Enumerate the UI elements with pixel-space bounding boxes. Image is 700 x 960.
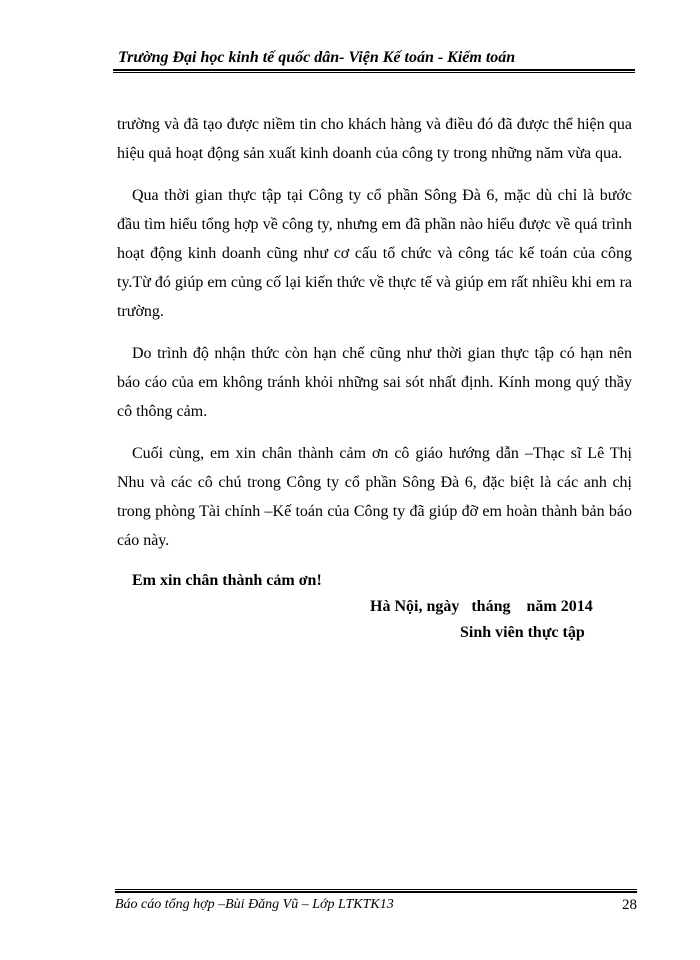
page-header [113, 47, 635, 71]
document-body [117, 110, 632, 646]
page-number: 28 [622, 897, 637, 913]
paragraph-continuation: trường và đã tạo được niềm tin cho khách hàng và điều đó đã được thể hiện qua hiệu quả hoạt động sản xuất kinh doanh của công ty trong những năm vừa qua. [117, 116, 632, 162]
footer-rule-thick [115, 891, 637, 893]
signature-role: Sinh viên thực tập [460, 624, 585, 641]
header-title: Trường Đại học kinh tế quốc dân- Viện Kế toán - Kiểm toán [118, 49, 516, 66]
paragraph-limitations: Do trình độ nhận thức còn hạn chế cũng như thời gian thực tập có hạn nên báo cáo của em không tránh khỏi những sai sót nhất định. Kính mong quý thầy cô thông cảm. [117, 345, 632, 420]
footer-text: Báo cáo tổng hợp –Bùi Đăng Vũ – Lớp LTKTK13 [115, 897, 394, 912]
footer-rule-thin [115, 889, 637, 890]
signature-place-date: Hà Nội, ngày tháng năm 2014 [370, 598, 593, 615]
header-rule-thin [113, 72, 635, 73]
header-rule-thick [113, 69, 635, 71]
page-footer [115, 889, 637, 915]
paragraph-acknowledgement: Cuối cùng, em xin chân thành cảm ơn cô giáo hướng dẫn –Thạc sĩ Lê Thị Nhu và các cô chú trong Công ty cổ phần Sông Đà 6, đặc biệt là các anh chị trong phòng Tài chính –Kế toán của Công ty đã giúp đỡ em hoàn thành bản báo cáo này. [117, 445, 632, 549]
closing-thanks: Em xin chân thành cảm ơn! [132, 572, 322, 589]
paragraph-internship: Qua thời gian thực tập tại Công ty cổ phần Sông Đà 6, mặc dù chỉ là bước đầu tìm hiểu tổng hợp về công ty, nhưng em đã phần nào hiểu được về quá trình hoạt động kinh doanh cũng như cơ cấu tổ chức và công tác kế toán của công ty.Từ đó giúp em củng cố lại kiến thức về thực tế và giúp em rất nhiều khi em ra trường. [117, 187, 632, 320]
